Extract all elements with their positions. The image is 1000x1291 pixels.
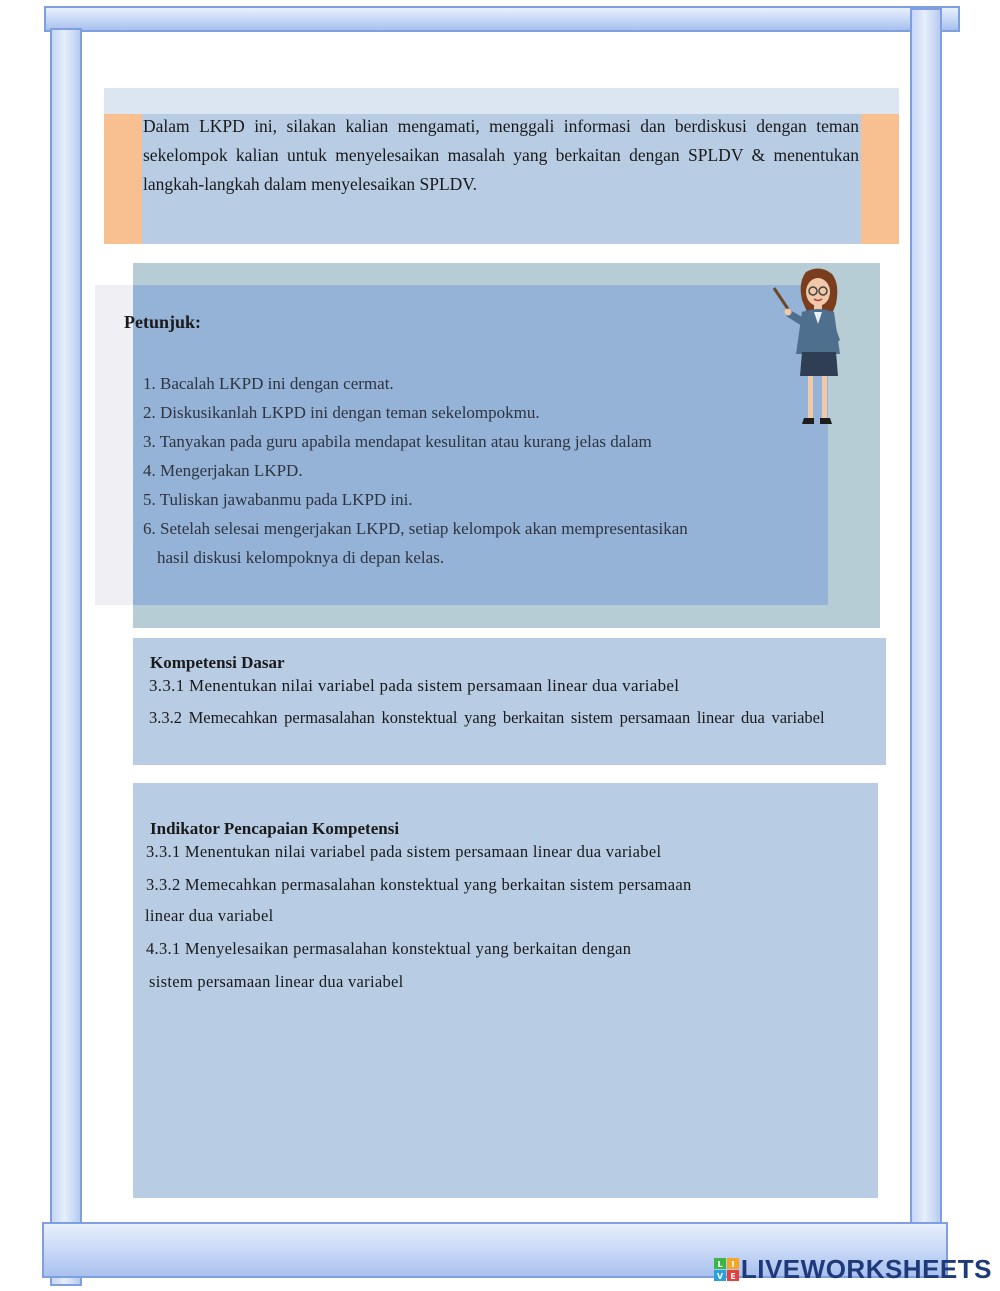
svg-text:V: V xyxy=(716,1271,723,1281)
live-mark-icon xyxy=(714,1258,740,1282)
brand-name: LIVEWORKSHEETS xyxy=(740,1254,992,1284)
indikator-line: sistem persamaan linear dua variabel xyxy=(149,972,404,991)
petunjuk-side-strip xyxy=(95,285,135,605)
indikator-line: linear dua variabel xyxy=(145,906,274,925)
petunjuk-step: 4. Mengerjakan LKPD. xyxy=(143,461,303,480)
kompetensi-dasar-title: Kompetensi Dasar xyxy=(150,653,285,672)
petunjuk-step: 6. Setelah selesai mengerjakan LKPD, setiap kelompok akan mempresentasikan xyxy=(143,519,688,538)
intro-accent-right xyxy=(861,114,899,244)
petunjuk-step: 3. Tanyakan pada guru apabila mendapat kesulitan atau kurang jelas dalam xyxy=(143,432,652,451)
indikator-line: 3.3.1 Menentukan nilai variabel pada sistem persamaan linear dua variabel xyxy=(146,842,662,861)
kompetensi-dasar-item: 3.3.2 Memecahkan permasalahan konstektual yang berkaitan sistem persamaan linear dua variabel xyxy=(149,708,825,727)
svg-text:I: I xyxy=(731,1259,735,1269)
indikator-line: 3.3.2 Memecahkan permasalahan konstektual yang berkaitan sistem persamaan xyxy=(146,875,692,894)
frame-top-bar xyxy=(44,6,960,32)
intro-text: Dalam LKPD ini, silakan kalian mengamati, menggali informasi dan berdiskusi dengan teman sekelompok kalian untuk menyelesaikan masalah yang berkaitan dengan SPLDV & menentukan langkah-langkah dalam menyelesaikan SPLDV. xyxy=(143,116,859,194)
petunjuk-step: 1. Bacalah LKPD ini dengan cermat. xyxy=(143,374,394,393)
svg-text:E: E xyxy=(730,1271,736,1281)
petunjuk-step: hasil diskusi kelompoknya di depan kelas. xyxy=(157,548,445,567)
svg-text:L: L xyxy=(717,1259,723,1269)
petunjuk-step: 2. Diskusikanlah LKPD ini dengan teman sekelompokmu. xyxy=(143,403,540,422)
petunjuk-step: 5. Tuliskan jawabanmu pada LKPD ini. xyxy=(143,490,413,509)
indikator-line: 4.3.1 Menyelesaikan permasalahan konstektual yang berkaitan dengan xyxy=(146,939,632,958)
indikator-title: Indikator Pencapaian Kompetensi xyxy=(150,819,400,838)
intro-accent-left xyxy=(104,114,142,244)
teacher-illustration xyxy=(768,266,848,430)
kompetensi-dasar-item: 3.3.1 Menentukan nilai variabel pada sistem persamaan linear dua variabel xyxy=(149,676,680,695)
frame-right-bar xyxy=(910,8,942,1228)
frame-left-bar xyxy=(50,28,82,1286)
liveworksheets-logo[interactable] xyxy=(714,1254,992,1285)
petunjuk-title: Petunjuk: xyxy=(124,312,202,332)
